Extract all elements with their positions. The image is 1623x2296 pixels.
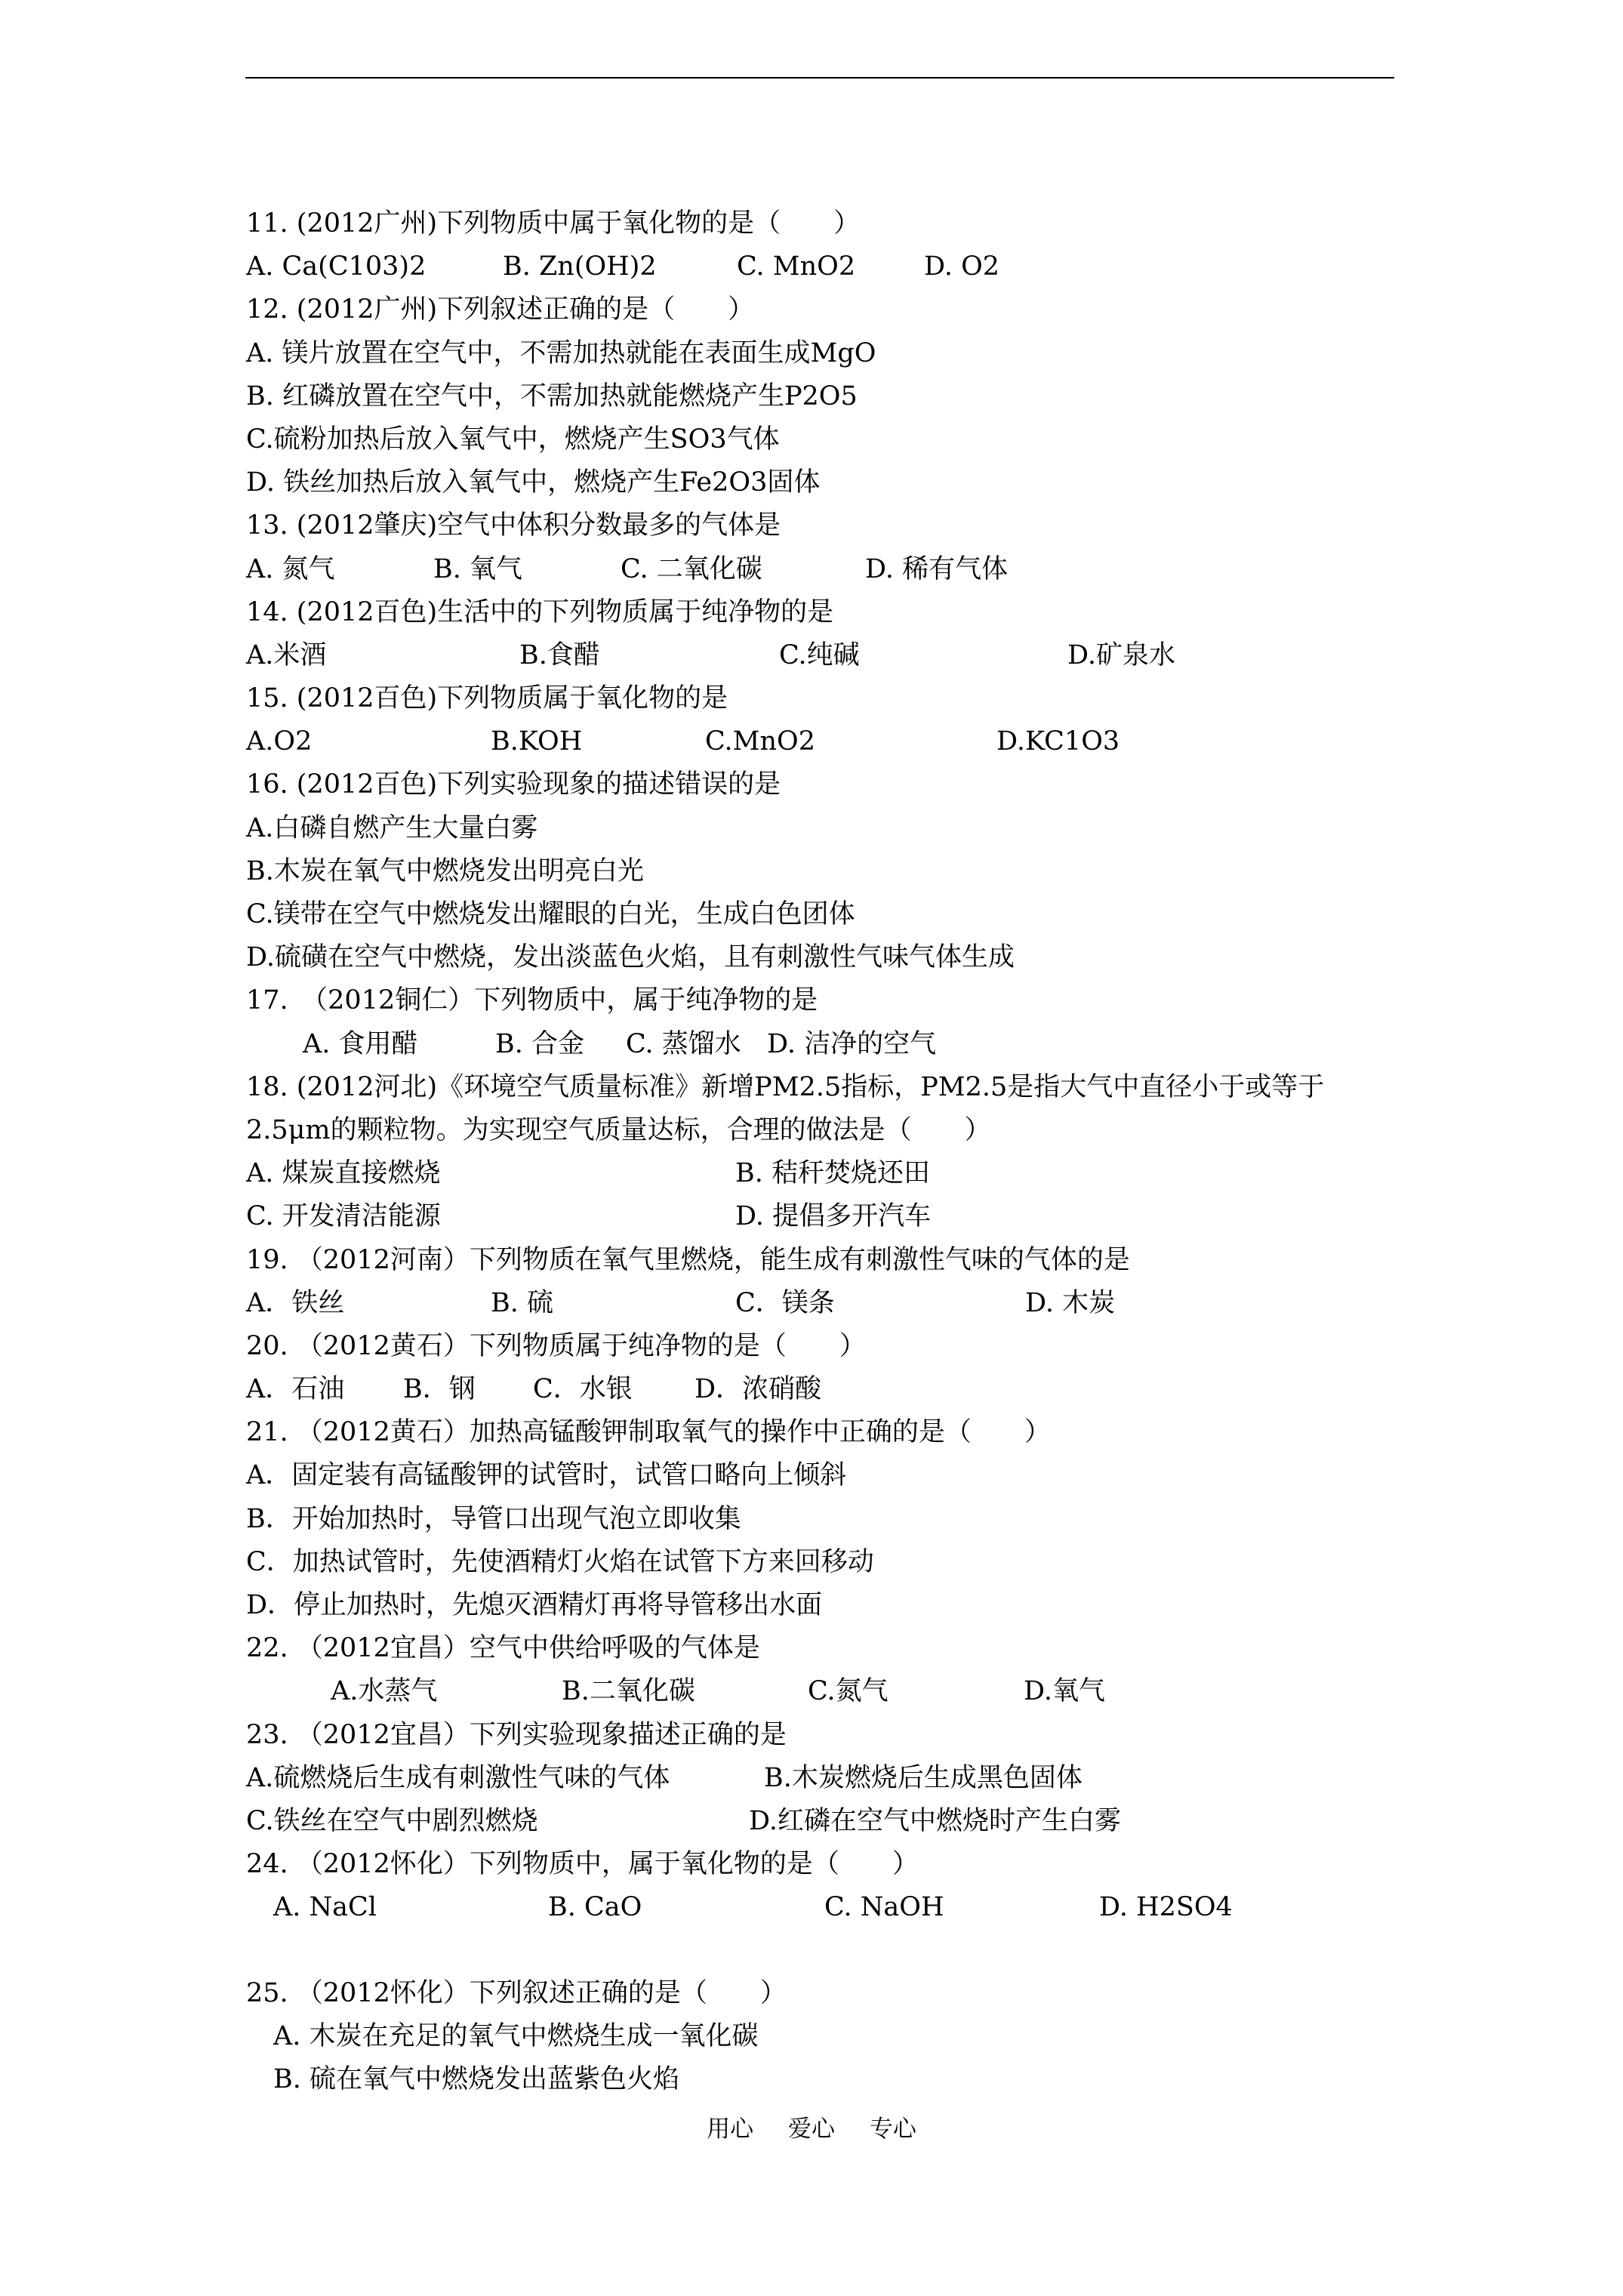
question-17-options <box>246 1023 1424 1066</box>
question-22-stem: 22. （2012宜昌）空气中供给呼吸的气体是 <box>246 1633 760 1664</box>
question-24-stem: 24. （2012怀化）下列物质中，属于氧化物的是（ ） <box>246 1849 919 1880</box>
option: B.二氧化碳 <box>562 1676 695 1707</box>
question-15-options <box>246 720 1424 763</box>
option: C. MnO2 <box>737 251 856 282</box>
question-20-options <box>246 1368 1424 1411</box>
question-23-options-row2 <box>246 1800 1424 1843</box>
option: D. 洁净的空气 <box>767 1028 937 1059</box>
option: D.KC1O3 <box>996 726 1120 757</box>
option: A．石油 <box>246 1374 345 1405</box>
option: D.矿泉水 <box>1067 639 1175 670</box>
header-rule <box>245 77 1394 79</box>
footer-item: 用心 <box>707 2116 754 2143</box>
option: C．镁条 <box>735 1287 835 1318</box>
option: B．开始加热时，导管口出现气泡立即收集 <box>246 1503 741 1534</box>
option: A．铁丝 <box>246 1287 345 1318</box>
option: C. NaOH <box>824 1892 944 1923</box>
question-19-options <box>246 1282 1424 1325</box>
footer-item: 爱心 <box>788 2116 835 2143</box>
option: B.KOH <box>491 726 583 757</box>
option: A. Ca(C103)2 <box>246 251 427 282</box>
question-14-options <box>246 634 1424 677</box>
option: C.铁丝在空气中剧烈燃烧 <box>246 1805 538 1836</box>
option: C.氮气 <box>808 1676 888 1707</box>
option: B. 合金 <box>495 1028 584 1059</box>
option: D.氧气 <box>1024 1676 1105 1707</box>
option: A. 食用醋 <box>303 1028 418 1059</box>
question-18-options-row1 <box>246 1152 1424 1195</box>
option: C.镁带在空气中燃烧发出耀眼的白光，生成白色团体 <box>246 899 855 929</box>
option: A．固定装有高锰酸钾的试管时，试管口略向上倾斜 <box>246 1460 847 1491</box>
question-23-options-row1 <box>246 1757 1424 1800</box>
question-18-options-row2 <box>246 1195 1424 1238</box>
question-14-stem: 14. (2012百色)生活中的下列物质属于纯净物的是 <box>246 596 834 627</box>
question-17-stem: 17. （2012铜仁）下列物质中，属于纯净物的是 <box>246 985 818 1016</box>
option: C.硫粉加热后放入氧气中，燃烧产生SO3气体 <box>246 424 780 455</box>
question-21-stem: 21. （2012黄石）加热高锰酸钾制取氧气的操作中正确的是（ ） <box>246 1417 1051 1448</box>
option: B. 红磷放置在空气中，不需加热就能燃烧产生P2O5 <box>246 381 858 411</box>
option: B．钢 <box>403 1374 476 1405</box>
option: A.水蒸气 <box>331 1676 438 1707</box>
option: C.MnO2 <box>705 726 815 757</box>
option: D. 稀有气体 <box>865 553 1009 584</box>
option: B.木炭在氧气中燃烧发出明亮白光 <box>246 855 644 886</box>
option: C. 蒸馏水 <box>626 1028 741 1059</box>
question-18-stem: 18. (2012河北)《环境空气质量标准》新增PM2.5指标，PM2.5是指大气中直径小于或等于 <box>246 1071 1325 1102</box>
option: A.硫燃烧后生成有刺激性气味的气体 <box>246 1762 670 1793</box>
option: A. 氮气 <box>246 553 335 584</box>
page-footer <box>0 2114 1623 2144</box>
option: A. 镁片放置在空气中，不需加热就能在表面生成MgO <box>246 337 876 368</box>
question-22-options <box>246 1670 1424 1713</box>
option: B. Zn(OH)2 <box>503 251 657 282</box>
option: A. NaCl <box>273 1892 377 1923</box>
option: B.木炭燃烧后生成黑色固体 <box>764 1762 1083 1793</box>
option: A. 木炭在充足的氧气中燃烧生成一氧化碳 <box>273 2020 759 2051</box>
option: D. H2SO4 <box>1099 1892 1233 1923</box>
question-20-stem: 20. （2012黄石）下列物质属于纯净物的是（ ） <box>246 1330 866 1361</box>
question-25-stem: 25. （2012怀化）下列叙述正确的是（ ） <box>246 1977 787 2008</box>
question-list <box>246 202 1424 2101</box>
question-23-stem: 23. （2012宜昌）下列实验现象描述正确的是 <box>246 1719 787 1750</box>
option: B. 秸秆焚烧还田 <box>735 1158 930 1189</box>
option: A.O2 <box>246 726 313 757</box>
option: A.米酒 <box>246 639 327 670</box>
option: C. 开发清洁能源 <box>246 1201 441 1232</box>
option: D．浓硝酸 <box>694 1374 822 1405</box>
question-18-stem-continued: 2.5μm的颗粒物。为实现空气质量达标，合理的做法是（ ） <box>246 1114 991 1145</box>
footer-item: 专心 <box>869 2116 916 2143</box>
option: D. O2 <box>924 251 1000 282</box>
question-12-stem: 12. (2012广州)下列叙述正确的是（ ） <box>246 294 755 325</box>
option: D. 铁丝加热后放入氧气中，燃烧产生Fe2O3固体 <box>246 467 821 498</box>
option: C．加热试管时，先使酒精灯火焰在试管下方来回移动 <box>246 1546 874 1577</box>
option: C．水银 <box>533 1374 633 1405</box>
option: D. 提倡多开汽车 <box>735 1201 932 1232</box>
question-16-stem: 16. (2012百色)下列实验现象的描述错误的是 <box>246 769 781 800</box>
question-11-options <box>246 245 1424 288</box>
option: C. 二氧化碳 <box>621 553 762 584</box>
question-13-stem: 13. (2012肇庆)空气中体积分数最多的气体是 <box>246 510 781 541</box>
option: C.纯碱 <box>779 639 860 670</box>
question-13-options <box>246 548 1424 591</box>
option: D.硫磺在空气中燃烧，发出淡蓝色火焰，且有刺激性气味气体生成 <box>246 942 1015 973</box>
option: D.红磷在空气中燃烧时产生白雾 <box>749 1805 1121 1836</box>
option: A. 煤炭直接燃烧 <box>246 1158 441 1189</box>
option: A.白磷自燃产生大量白雾 <box>246 812 538 843</box>
option: D．停止加热时，先熄灭酒精灯再将导管移出水面 <box>246 1590 823 1620</box>
option: B.食醋 <box>519 639 600 670</box>
option: B. 硫在氧气中燃烧发出蓝紫色火焰 <box>273 2063 679 2094</box>
question-24-options <box>246 1886 1424 1929</box>
question-15-stem: 15. (2012百色)下列物质属于氧化物的是 <box>246 683 728 714</box>
option: B. 硫 <box>491 1287 553 1318</box>
option: D. 木炭 <box>1025 1287 1116 1318</box>
option: B. CaO <box>548 1892 642 1923</box>
question-11-stem: 11. (2012广州)下列物质中属于氧化物的是（ ） <box>246 208 861 239</box>
option: B. 氧气 <box>433 553 522 584</box>
question-19-stem: 19. （2012河南）下列物质在氧气里燃烧，能生成有刺激性气味的气体的是 <box>246 1244 1130 1275</box>
